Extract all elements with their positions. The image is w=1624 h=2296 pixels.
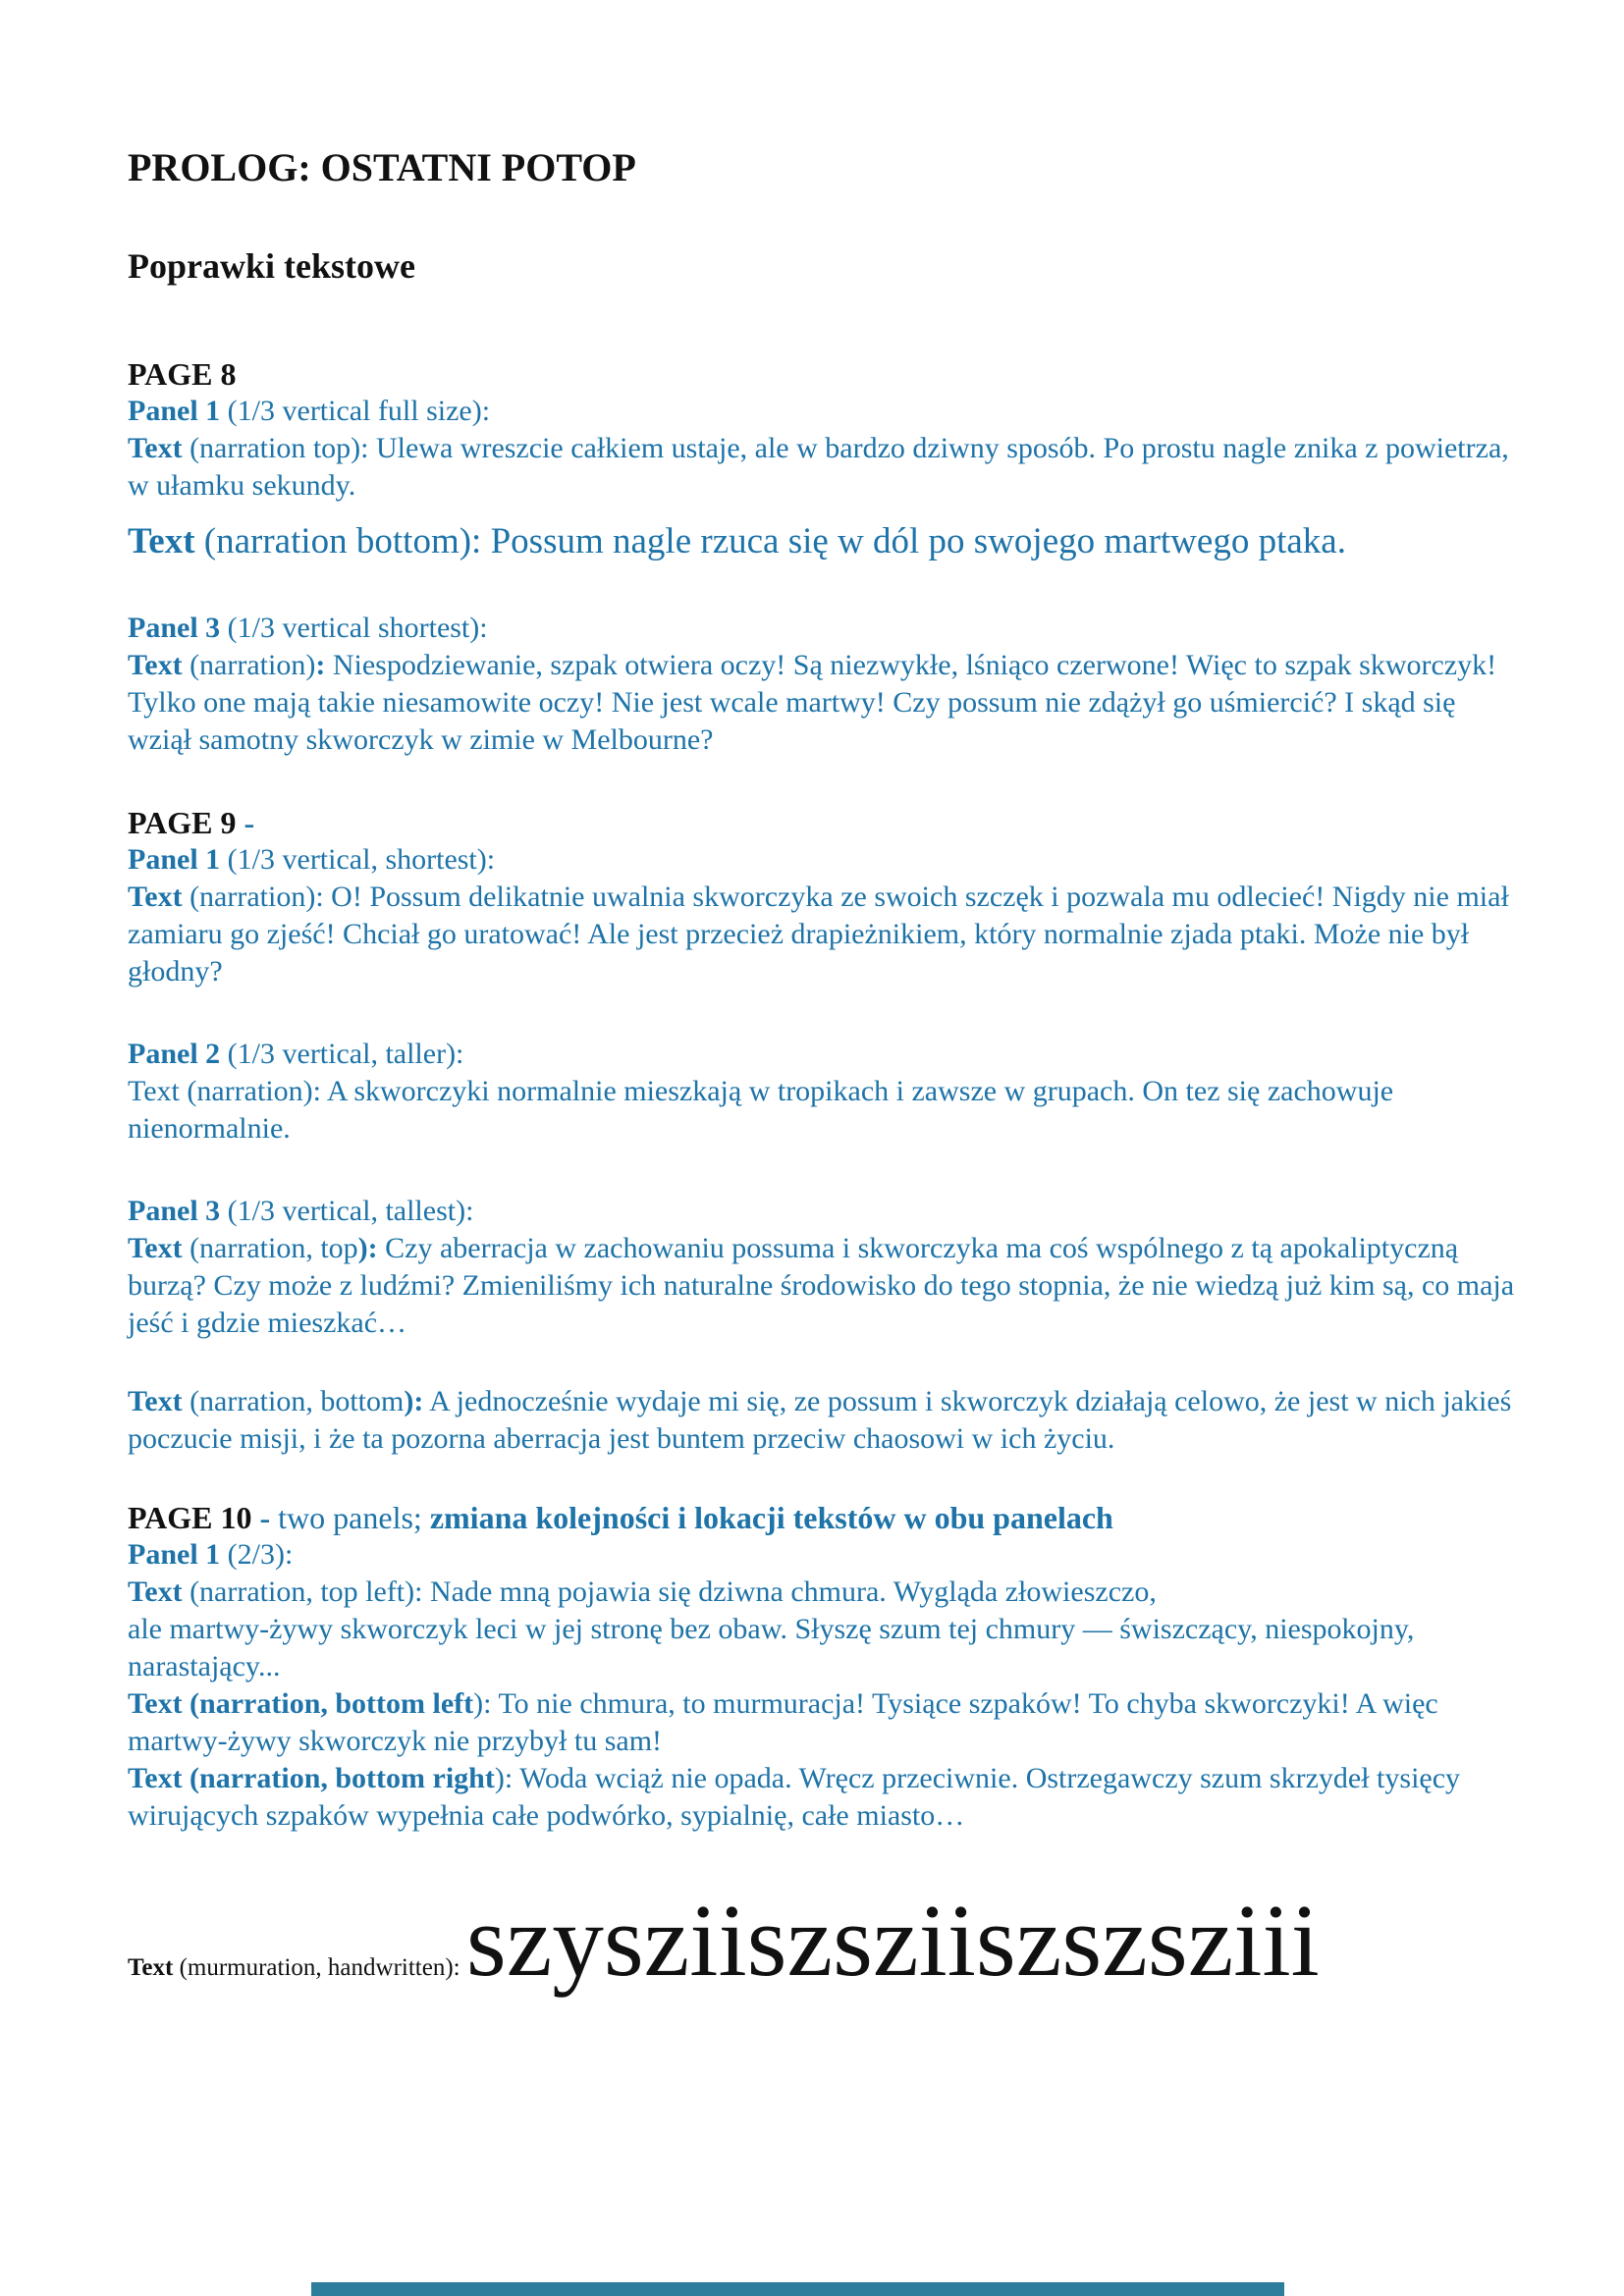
document-title: PROLOG: OSTATNI POTOP xyxy=(128,145,636,189)
text-run: (narration top): Ulewa wreszcie całkiem ustaje, ale w bardzo dziwny sposób. Po prostu nagle znika z powietrza, w ułamku sekundy. xyxy=(128,432,1509,502)
text-run: Text (narration): A skworczyki normalnie mieszkają w tropikach i zawsze w grupach. On tez się zachowuje nienormalnie. xyxy=(128,1075,1394,1145)
page-9-heading xyxy=(128,804,1515,841)
text-run: ): To nie chmura, to murmuracja! Tysiące szpaków! To chyba skworczyki! A więc martwy-żywy skworczyk nie przybył tu sam! xyxy=(128,1687,1438,1757)
murmuration-label-bold: Text xyxy=(128,1954,174,1981)
text-run: PAGE 9 xyxy=(128,805,237,840)
page8-panel-1-heading xyxy=(128,393,1515,430)
text-run: two panels; xyxy=(270,1500,430,1535)
page9-panel3-narration-top xyxy=(128,1230,1515,1342)
text-run: ale martwy-żywy skworczyk leci w jej stronę bez obaw. Słyszę szum tej chmury — świszczący, niespokojny, narastający... xyxy=(128,1613,1415,1682)
text-run: (narration) xyxy=(182,649,316,681)
text-run: Text xyxy=(128,881,183,913)
murmuration-handwritten-text: szysziiszsziiszszsziii xyxy=(465,1883,1320,1998)
page8-panel1-narration-top xyxy=(128,430,1515,505)
page9-panel-2-heading xyxy=(128,1036,1515,1073)
text-run: Niespodziewanie, szpak otwiera oczy! Są niezwykłe, lśniąco czerwone! Więc to szpak skworczyk! Tylko one mają takie niesamowite oczy! Nie jest wcale martwy! Czy possum nie zdążył go uśmiercić? I skąd się wziął samotny skworczyk w zimie w Melbourne? xyxy=(128,649,1497,756)
text-run: (narration, bottom xyxy=(182,1385,405,1417)
page10-narration-top-left xyxy=(128,1574,1515,1685)
bottom-highlight-bar xyxy=(311,2282,1284,2296)
text-run: Text (narration, bottom left xyxy=(128,1687,474,1720)
text-run: Text xyxy=(128,1575,183,1608)
page8-panel1-narration-bottom xyxy=(128,518,1515,564)
text-run: Panel 2 xyxy=(128,1038,221,1070)
page10-panel-1-heading xyxy=(128,1536,1515,1574)
text-run: : xyxy=(315,649,326,681)
text-run: (narration, top left): Nade mną pojawia się dziwna chmura. Wygląda złowieszczo, xyxy=(182,1575,1157,1608)
text-run: (2/3): xyxy=(220,1538,294,1571)
text-run: (narration bottom): Possum nagle rzuca się w dól po swojego martwego ptaka. xyxy=(194,521,1346,561)
text-run: Text xyxy=(128,649,183,681)
text-run: - xyxy=(236,805,255,840)
text-run: zmiana kolejności i lokacji tekstów w obu panelach xyxy=(429,1500,1113,1535)
page-8-heading xyxy=(128,355,1515,393)
script-corrections-body xyxy=(128,355,1515,1835)
text-run: ): xyxy=(404,1385,424,1417)
text-run: (1/3 vertical shortest): xyxy=(220,612,488,644)
text-run: (narration): O! Possum delikatnie uwalnia skworczyka ze swoich szczęk i pozwala mu odlecieć! Nigdy nie miał zamiaru go zjeść! Chciał go uratować! Ale jest przecież drapieżnikiem, który normalnie zjada ptaki. Może nie był głodny? xyxy=(128,881,1509,988)
text-run: A jednocześnie wydaje mi się, ze possum i skworczyk działają celowo, że jest w nich jakieś poczucie misji, i że ta pozorna aberracja jest buntem przeciw chaosowi w ich życiu. xyxy=(128,1385,1512,1455)
text-run: - xyxy=(251,1500,271,1535)
text-run: Text xyxy=(128,1232,183,1264)
text-run: ): Woda wciąż nie opada. Wręcz przeciwnie. Ostrzegawczy szum skrzydeł tysięcy wirujących szpaków wypełnia całe podwórko, sypialnię, całe miasto… xyxy=(128,1762,1461,1832)
page10-narration-bottom-right xyxy=(128,1760,1515,1835)
text-run: Panel 1 xyxy=(128,1538,221,1571)
text-run: PAGE 10 xyxy=(128,1500,252,1535)
text-run: (1/3 vertical full size): xyxy=(220,395,491,427)
page9-panel3-narration-bottom xyxy=(128,1383,1515,1458)
document-subtitle: Poprawki tekstowe xyxy=(128,246,415,286)
text-run: Text xyxy=(128,1385,183,1417)
text-run: Text xyxy=(128,432,183,464)
text-run: Czy aberracja w zachowaniu possuma i skworczyka ma coś wspólnego z tą apokaliptyczną burzą? Czy może z ludźmi? Zmieniliśmy ich naturalne środowisko do tego stopnia, że nie wiedzą już kim są, co maja jeść i gdzie mieszkać… xyxy=(128,1232,1515,1339)
text-run: (narration, top xyxy=(182,1232,358,1264)
text-run: Panel 1 xyxy=(128,395,221,427)
murmuration-line xyxy=(128,1883,1515,1998)
text-run: PAGE 8 xyxy=(128,356,237,392)
text-run: Text xyxy=(128,521,195,561)
text-run: (1/3 vertical, shortest): xyxy=(220,843,496,876)
page9-panel2-narration xyxy=(128,1073,1515,1148)
page9-panel-3-heading xyxy=(128,1193,1515,1230)
text-run: Panel 3 xyxy=(128,612,221,644)
page-10-heading xyxy=(128,1499,1515,1536)
page9-panel1-narration xyxy=(128,879,1515,990)
page9-panel-1-heading xyxy=(128,841,1515,879)
text-run: ): xyxy=(357,1232,378,1264)
page8-panel3-narration xyxy=(128,647,1515,759)
text-run: Panel 1 xyxy=(128,843,221,876)
page8-panel-3-heading xyxy=(128,610,1515,647)
text-run: Panel 3 xyxy=(128,1195,221,1227)
text-run: (1/3 vertical, taller): xyxy=(220,1038,464,1070)
page10-narration-bottom-left xyxy=(128,1685,1515,1760)
murmuration-label: (murmuration, handwritten): xyxy=(173,1954,466,1981)
text-run: (1/3 vertical, tallest): xyxy=(220,1195,474,1227)
text-run: Text (narration, bottom right xyxy=(128,1762,495,1794)
